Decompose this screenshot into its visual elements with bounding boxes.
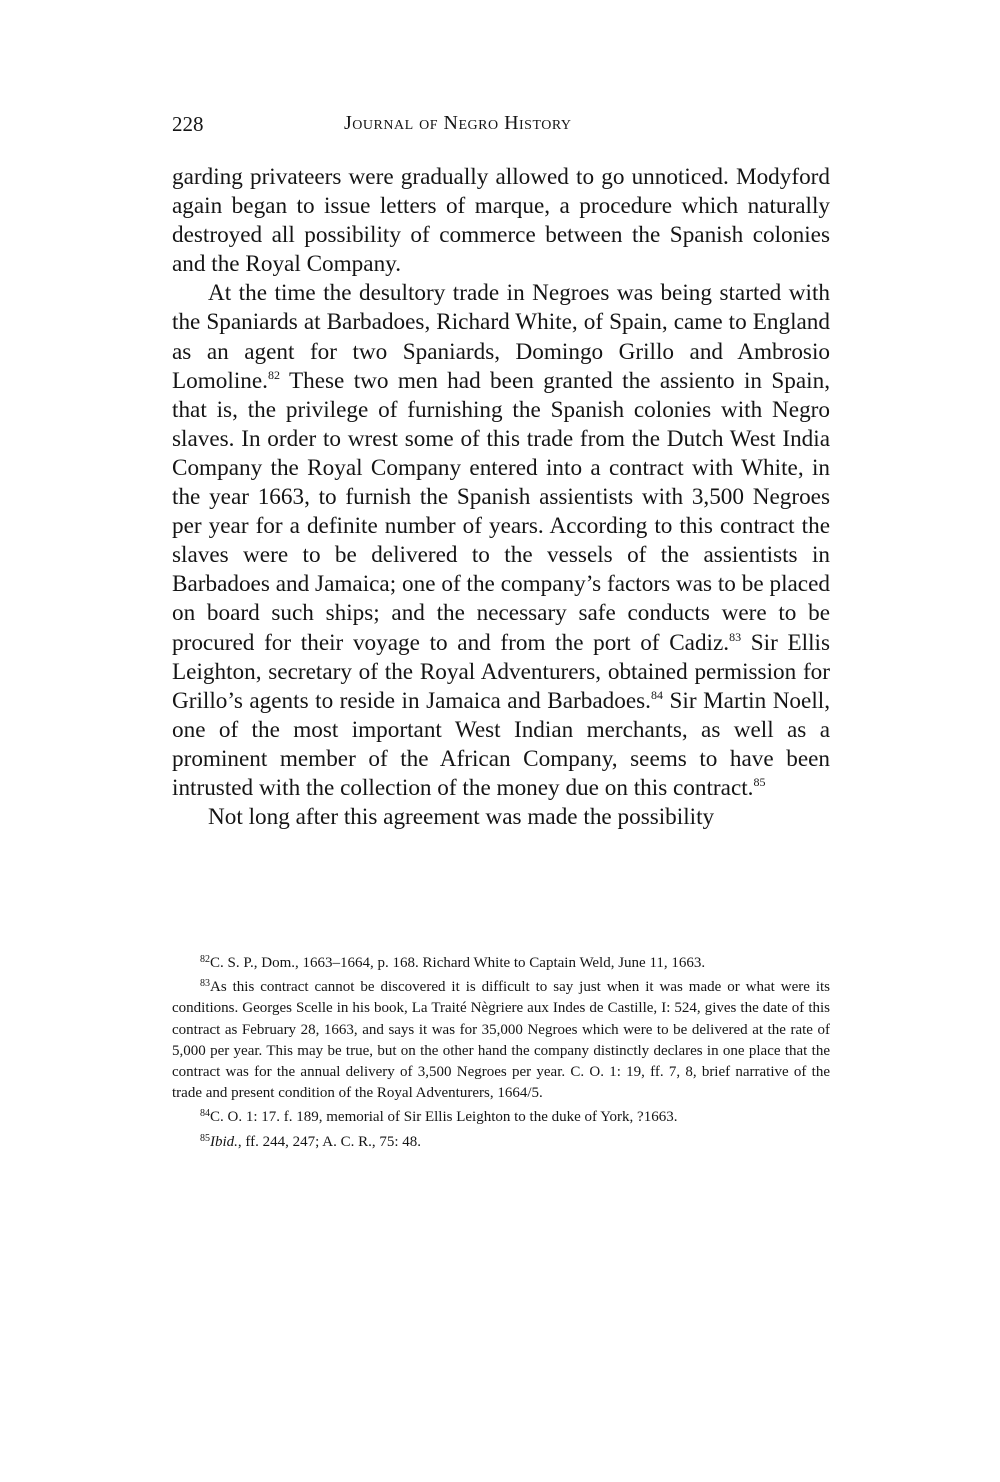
footnote-84-text: C. O. 1: 17. f. 189, memorial of Sir Ellis Leighton to the duke of York, ?1663. xyxy=(210,1109,678,1126)
paragraph-2-part-b: These two men had been granted the assiento in Spain, that is, the privilege of furnishing the Spanish colonies with Negro slaves. In order to wrest some of this trade from the Dutch West India Company the Royal Company entered into a contract with White, in the year 1663, to furnish the Spanish assientists with 3,500 Negroes per year for a definite number of years. According to this contract the slaves were to be delivered to the vessels of the assientists in Barbadoes and Jamaica; one of the company’s factors was to be placed on board such ships; and the necessary safe conducts were to be procured for their voyage to and from the port of Cadiz. xyxy=(172,367,830,656)
footnote-ref-85[interactable]: 85 xyxy=(753,774,766,789)
paragraph-2 xyxy=(172,279,830,803)
paragraph-2-part-d: Sir Martin Noell, one of the most important West Indian merchants, as well as a prominent member of the African Company, seems to have been intrusted with the collection of the money due on this contract. xyxy=(172,687,831,801)
footnote-85-ibid: Ibid. xyxy=(210,1133,238,1150)
body-text xyxy=(172,163,830,832)
footnote-ref-82[interactable]: 82 xyxy=(267,367,280,382)
footnote-ref-83[interactable]: 83 xyxy=(729,629,742,644)
footnote-85 xyxy=(172,1132,830,1153)
footnote-82-text: C. S. P., Dom., 1663–1664, p. 168. Richard White to Captain Weld, June 11, 1663. xyxy=(210,955,706,971)
page-header xyxy=(172,112,832,142)
footnote-83 xyxy=(172,977,830,1104)
paragraph-2-part-a: At the time the desultory trade in Negroes was being started with the Spaniards at Barbadoes, Richard White, of Spain, came to England as an agent for two Spaniards, Domingo Grillo and Ambrosio Lomoline. xyxy=(172,280,830,394)
footnote-82 xyxy=(172,953,830,974)
footnote-83-text: As this contract cannot be discovered it is difficult to say just when it was made or what were its conditions. Georges Scelle in his book, La Traité Nègriere aux Indes de Castille, I: 524, gives the date of this contract as February 28, 1663, and says it was for 35,000 Negroes which were to be delivered at the rate of 5,000 per year. This may be true, but on the other hand the company distinctly declares in one place that the contract was for the annual delivery of 3,500 Negroes per year. C. O. 1: 19, ff. 7, 8, brief narrative of the trade and present condition of the Royal Adventurers, 1664/5. xyxy=(172,979,830,1102)
footnote-85-number: 85 xyxy=(200,1132,210,1144)
paragraph-2-part-c: Sir Ellis Leighton, secretary of the Royal Adventurers, obtained permission for Grillo’s agents to reside in Jamaica and Barbadoes. xyxy=(172,629,830,714)
paragraph-1: garding privateers were gradually allowed to go unnoticed. Modyford again began to issue letters of marque, a procedure which naturally destroyed all possibility of commerce between the Spanish colonies and the Royal Company. xyxy=(172,164,830,278)
footnote-82-number: 82 xyxy=(200,954,210,965)
footnote-84-number: 84 xyxy=(200,1108,210,1120)
paragraph-3: Not long after this agreement was made the possibility xyxy=(208,804,715,831)
footnotes xyxy=(172,953,830,1156)
footnote-84 xyxy=(172,1107,830,1128)
footnote-85-text: , ff. 244, 247; A. C. R., 75: 48. xyxy=(237,1133,421,1150)
running-title: Journal of Negro History xyxy=(344,112,572,134)
footnote-83-number: 83 xyxy=(200,978,210,990)
page-number: 228 xyxy=(172,112,204,136)
footnote-ref-84[interactable]: 84 xyxy=(650,687,663,702)
